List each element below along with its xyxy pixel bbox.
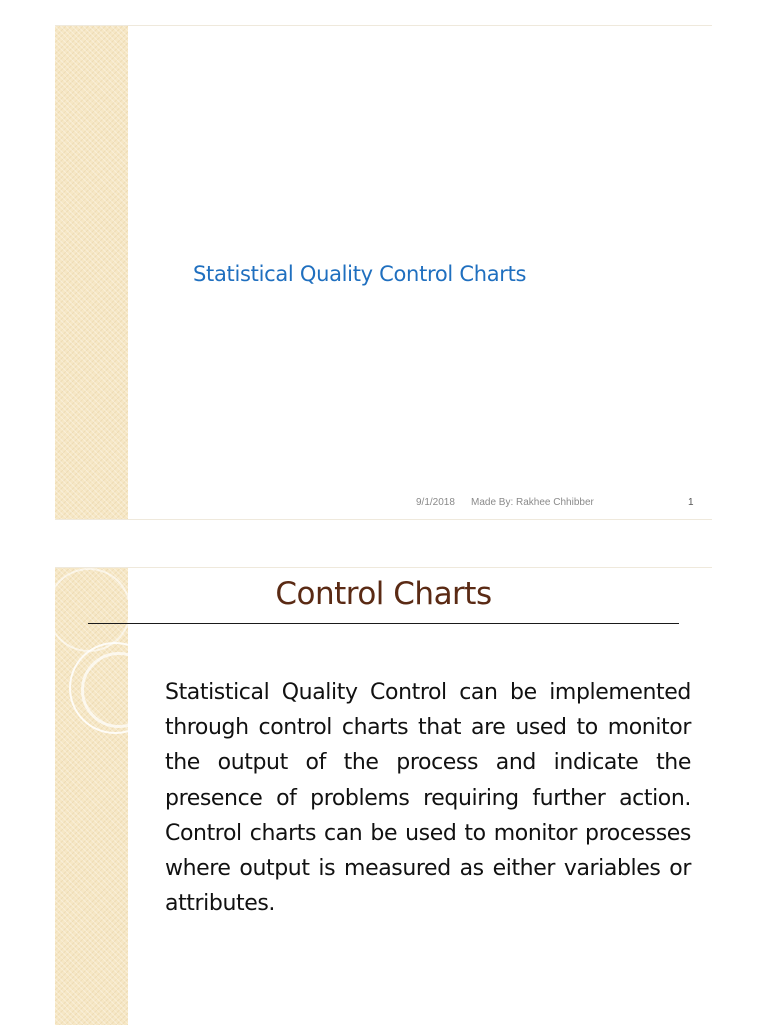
title-divider: [88, 623, 679, 624]
decorative-inner-ring-icon: [81, 652, 157, 728]
slide-1-title: Statistical Quality Control Charts: [193, 262, 527, 286]
slide-1: [55, 25, 712, 520]
slide-1-page-number: 1: [688, 497, 694, 508]
slide-2-side-band: [55, 568, 128, 1025]
slide-1-footer-date: 9/1/2018: [416, 497, 455, 508]
slide-1-side-band: [55, 26, 128, 519]
slide-2-body-text: Statistical Quality Control can be implemented through control charts that are used to monitor the output of the process and indicate the presence of problems requiring further action. Control charts can be used to monitor processes where output is measured as either variables or attributes.: [165, 680, 691, 917]
slide-1-footer-author: Made By: Rakhee Chhibber: [471, 497, 594, 508]
slide-2-title: Control Charts: [275, 576, 492, 612]
slide-2: [55, 567, 712, 1025]
